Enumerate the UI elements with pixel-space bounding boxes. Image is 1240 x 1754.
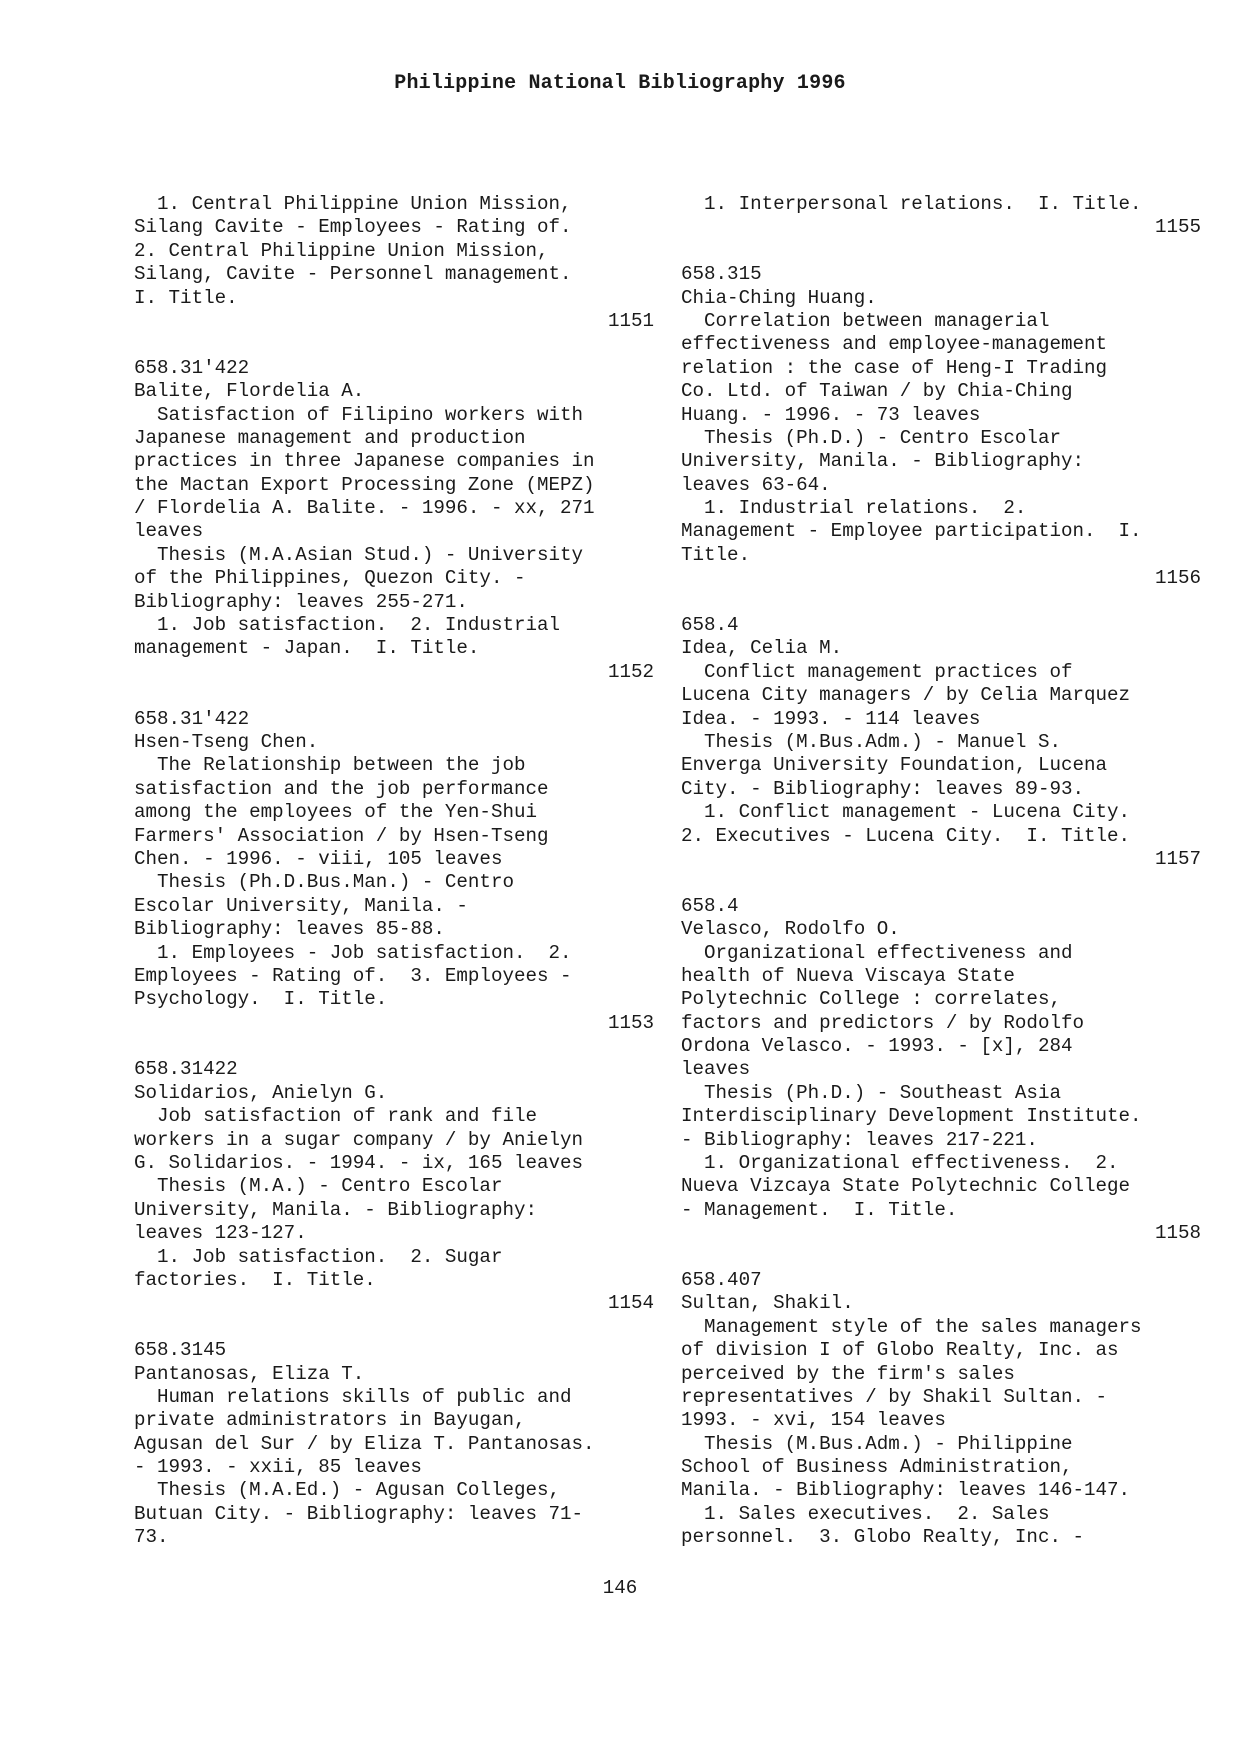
entry-line: 658.315 <box>681 263 762 286</box>
entry-line: workers in a sugar company / by Anielyn <box>134 1128 584 1151</box>
entry-line: Psychology. I. Title. <box>134 988 388 1011</box>
page-number: 146 <box>602 1577 638 1599</box>
entry-line: of division I of Globo Realty, Inc. as <box>681 1339 1119 1362</box>
entry-line: Human relations skills of public and <box>134 1385 572 1408</box>
entry-line: University, Manila. - Bibliography: <box>681 450 1085 473</box>
entry-line: leaves 123-127. <box>134 1222 307 1245</box>
entry-line: leaves <box>681 1058 751 1081</box>
bibliography-entry <box>681 614 1201 871</box>
entry-line: Lucena City managers / by Celia Marquez <box>681 684 1131 707</box>
entry-line: leaves 63-64. <box>681 473 831 496</box>
entry-spacer <box>681 1246 1201 1269</box>
entry-spacer <box>681 871 1201 894</box>
entry-line: 1. Organizational effectiveness. 2. <box>681 1152 1119 1175</box>
bibliography-entry <box>681 193 1201 240</box>
bibliography-entry <box>134 193 654 333</box>
entry-line: among the employees of the Yen-Shui <box>134 801 538 824</box>
entry-line: Ordona Velasco. - 1993. - [x], 284 <box>681 1035 1073 1058</box>
entry-line: - Management. I. Title. <box>681 1198 958 1221</box>
bibliography-entry <box>134 708 654 1035</box>
entry-line: Idea, Celia M. <box>681 637 843 660</box>
entry-line: - 1993. - xxii, 85 leaves <box>134 1456 422 1479</box>
entry-line: Organizational effectiveness and <box>681 941 1073 964</box>
entry-line: Management - Employee participation. I. <box>681 520 1142 543</box>
entry-line: Thesis (M.Bus.Adm.) - Manuel S. <box>681 730 1061 753</box>
entry-line: leaves <box>134 520 204 543</box>
right-column <box>681 193 1201 1550</box>
entry-line: 1. Sales executives. 2. Sales <box>681 1502 1050 1525</box>
entry-line: 1. Industrial relations. 2. <box>681 497 1027 520</box>
entry-line: Satisfaction of Filipino workers with <box>134 403 584 426</box>
entry-line: 658.4 <box>681 614 739 637</box>
bibliography-entry <box>681 895 1201 1246</box>
entry-line: 658.3145 <box>134 1339 227 1362</box>
entry-line: 2. Central Philippine Union Mission, <box>134 239 549 262</box>
entry-number: 1151 <box>607 309 654 332</box>
entry-line: Co. Ltd. of Taiwan / by Chia-Ching <box>681 380 1073 403</box>
entry-line: Pantanosas, Eliza T. <box>134 1362 365 1385</box>
entry-line: City. - Bibliography: leaves 89-93. <box>681 777 1085 800</box>
entry-line: 1. Interpersonal relations. I. Title. <box>681 193 1142 215</box>
entry-line: Hsen-Tseng Chen. <box>134 730 319 753</box>
entry-line: - Bibliography: leaves 217-221. <box>681 1128 1038 1151</box>
entry-line: Butuan City. - Bibliography: leaves 71- <box>134 1502 584 1525</box>
entry-line: G. Solidarios. - 1994. - ix, 165 leaves <box>134 1152 584 1175</box>
entry-line: The Relationship between the job <box>134 754 526 777</box>
entry-line: Manila. - Bibliography: leaves 146-147. <box>681 1479 1131 1502</box>
entry-line: private administrators in Bayugan, <box>134 1409 526 1432</box>
entry-line: Thesis (M.A.Asian Stud.) - University <box>134 543 584 566</box>
bibliography-entry <box>134 1339 654 1550</box>
entry-line: factors and predictors / by Rodolfo <box>681 1011 1085 1034</box>
entry-line: / Flordelia A. Balite. - 1996. - xx, 271 <box>134 497 595 520</box>
entry-line: factories. I. Title. <box>134 1268 376 1291</box>
entry-line: 658.31422 <box>134 1058 238 1081</box>
entry-spacer <box>134 333 654 356</box>
entry-line: 1993. - xvi, 154 leaves <box>681 1409 946 1432</box>
entry-line: Chia-Ching Huang. <box>681 286 877 309</box>
entry-line: Idea. - 1993. - 114 leaves <box>681 707 981 730</box>
entry-line: Bibliography: leaves 85-88. <box>134 918 445 941</box>
entry-number: 1155 <box>1154 216 1201 239</box>
entry-number: 1157 <box>1154 847 1201 870</box>
entry-line: Huang. - 1996. - 73 leaves <box>681 403 981 426</box>
entry-line: Thesis (Ph.D.Bus.Man.) - Centro <box>134 871 514 894</box>
entry-line: 1. Conflict management - Lucena City. <box>681 801 1131 824</box>
entry-line: Thesis (M.A.Ed.) - Agusan Colleges, <box>134 1479 561 1502</box>
entry-number: 1158 <box>1154 1222 1201 1245</box>
entry-line: Balite, Flordelia A. <box>134 380 365 403</box>
entry-line: Sultan, Shakil. <box>681 1292 854 1315</box>
entry-line: 2. Executives - Lucena City. I. Title. <box>681 824 1131 847</box>
entry-number: 1154 <box>607 1292 654 1315</box>
entry-line: 1. Employees - Job satisfaction. 2. <box>134 941 572 964</box>
entry-line: Employees - Rating of. 3. Employees - <box>134 964 572 987</box>
entry-line: Velasco, Rodolfo O. <box>681 918 900 941</box>
entry-line: 1. Job satisfaction. 2. Industrial <box>134 614 561 637</box>
left-column <box>134 193 654 1550</box>
entry-spacer <box>134 1316 654 1339</box>
entry-line: Thesis (Ph.D.) - Centro Escolar <box>681 426 1061 449</box>
entry-line: 658.31'422 <box>134 356 250 379</box>
entry-line: effectiveness and employee-management <box>681 333 1108 356</box>
entry-line: relation : the case of Heng-I Trading <box>681 356 1108 379</box>
page-title: Philippine National Bibliography 1996 <box>394 72 846 95</box>
entry-line: Chen. - 1996. - viii, 105 leaves <box>134 847 503 870</box>
entry-line: the Mactan Export Processing Zone (MEPZ) <box>134 473 595 496</box>
entry-line: 658.4 <box>681 894 739 917</box>
bibliography-entry <box>681 263 1201 590</box>
entry-line: Silang, Cavite - Personnel management. <box>134 263 572 286</box>
entry-spacer <box>134 684 654 707</box>
entry-line: 658.407 <box>681 1268 762 1291</box>
entry-line: satisfaction and the job performance <box>134 777 549 800</box>
entry-number: 1153 <box>607 1011 654 1034</box>
entry-number: 1156 <box>1154 567 1201 590</box>
bibliography-entry <box>134 1058 654 1315</box>
entry-line: 1. Central Philippine Union Mission, <box>134 193 572 215</box>
entry-line: Interdisciplinary Development Institute. <box>681 1105 1142 1128</box>
entry-line: 73. <box>134 1526 169 1549</box>
entry-line: of the Philippines, Quezon City. - <box>134 567 526 590</box>
entry-line: Solidarios, Anielyn G. <box>134 1081 388 1104</box>
entry-line: I. Title. <box>134 286 238 309</box>
entry-line: Farmers' Association / by Hsen-Tseng <box>134 824 549 847</box>
entry-line: 658.31'422 <box>134 707 250 730</box>
entry-line: Management style of the sales managers <box>681 1315 1142 1338</box>
entry-line: Job satisfaction of rank and file <box>134 1105 538 1128</box>
entry-line: Nueva Vizcaya State Polytechnic College <box>681 1175 1131 1198</box>
entry-line: School of Business Administration, <box>681 1456 1073 1479</box>
entry-line: Escolar University, Manila. - <box>134 894 468 917</box>
entry-line: practices in three Japanese companies in <box>134 450 595 473</box>
entry-spacer <box>681 240 1201 263</box>
entry-line: Title. <box>681 543 751 566</box>
entry-line: Bibliography: leaves 255-271. <box>134 590 468 613</box>
entry-line: Conflict management practices of <box>681 660 1073 683</box>
bibliography-entry <box>681 1269 1201 1550</box>
entry-line: representatives / by Shakil Sultan. - <box>681 1385 1108 1408</box>
entry-line: Japanese management and production <box>134 426 526 449</box>
entry-line: management - Japan. I. Title. <box>134 637 480 660</box>
entry-line: Silang Cavite - Employees - Rating of. <box>134 216 572 239</box>
entry-line: personnel. 3. Globo Realty, Inc. - <box>681 1526 1085 1549</box>
entry-line: Thesis (Ph.D.) - Southeast Asia <box>681 1081 1061 1104</box>
entry-line: health of Nueva Viscaya State <box>681 964 1015 987</box>
entry-line: Thesis (M.A.) - Centro Escolar <box>134 1175 503 1198</box>
entry-line: University, Manila. - Bibliography: <box>134 1198 538 1221</box>
entry-spacer <box>134 1035 654 1058</box>
entry-line: Enverga University Foundation, Lucena <box>681 754 1108 777</box>
entry-line: perceived by the firm's sales <box>681 1362 1015 1385</box>
entry-line: Agusan del Sur / by Eliza T. Pantanosas. <box>134 1432 595 1455</box>
entry-line: 1. Job satisfaction. 2. Sugar <box>134 1245 503 1268</box>
entry-line: Polytechnic College : correlates, <box>681 988 1061 1011</box>
entry-spacer <box>681 591 1201 614</box>
entry-line: Correlation between managerial <box>681 309 1050 332</box>
entry-number: 1152 <box>607 660 654 683</box>
entry-line: Thesis (M.Bus.Adm.) - Philippine <box>681 1432 1073 1455</box>
bibliography-entry <box>134 357 654 684</box>
